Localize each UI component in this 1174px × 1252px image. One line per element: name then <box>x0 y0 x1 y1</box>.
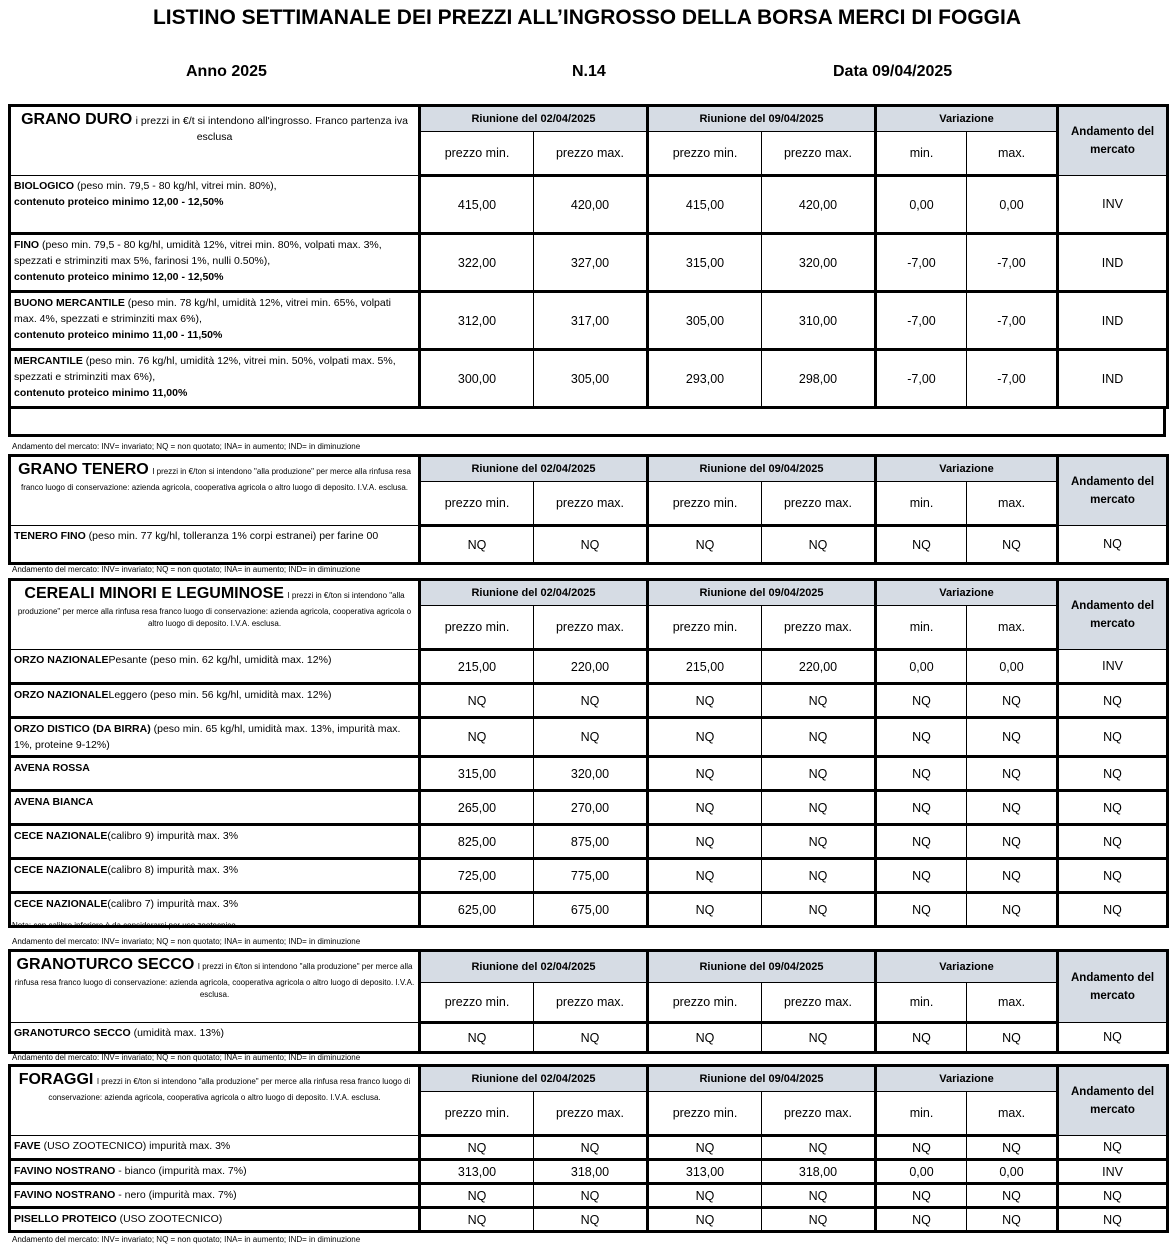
price-cell: 305,00 <box>648 292 762 350</box>
col-max: max. <box>967 606 1058 650</box>
price-cell: 322,00 <box>420 234 534 292</box>
price-cell: 0,00 <box>876 1160 967 1184</box>
product-label <box>10 526 420 564</box>
price-cell: 415,00 <box>648 176 762 234</box>
product-name: PISELLO PROTEICO <box>14 1213 117 1225</box>
table-row <box>10 1208 1168 1232</box>
price-cell: NQ <box>420 1208 534 1232</box>
product-desc: - nero (impurità max. 7%) <box>115 1189 237 1201</box>
section-name: GRANOTURCO SECCO <box>16 956 195 973</box>
table-row <box>10 718 1168 757</box>
price-cell: 313,00 <box>648 1160 762 1184</box>
product-desc: (peso min. 76 kg/hl, umidità 12%, vitrei min. 50%, volpati max. 5%, spezzati e striminziti max 6%), <box>14 355 396 383</box>
table-row <box>10 176 1168 234</box>
section-name: CEREALI MINORI E LEGUMINOSE <box>24 585 284 602</box>
legend-note: Andamento del mercato: INV= invariato; NQ = non quotato; INA= in aumento; IND= in diminuzione <box>12 1235 361 1244</box>
col-max: max. <box>967 482 1058 526</box>
price-cell: NQ <box>876 859 967 893</box>
price-cell: NQ <box>534 1184 648 1208</box>
riunione-2-header: Riunione del 09/04/2025 <box>648 1066 876 1092</box>
price-cell: IND <box>1058 350 1168 408</box>
price-cell: 0,00 <box>876 650 967 684</box>
table-row <box>10 526 1168 564</box>
price-cell: NQ <box>967 1208 1058 1232</box>
price-cell: 327,00 <box>534 234 648 292</box>
footnote: Nota: con calibro inferiore è da considerarsi per uso zootecnico <box>12 921 236 930</box>
col-prezzo-max: prezzo max. <box>534 1092 648 1136</box>
product-label <box>10 757 420 791</box>
andamento-header: Andamento del mercato <box>1058 106 1168 176</box>
legend-note: Andamento del mercato: INV= invariato; NQ = non quotato; INA= in aumento; IND= in diminuzione <box>12 565 361 574</box>
price-cell: 315,00 <box>648 234 762 292</box>
price-cell: NQ <box>534 526 648 564</box>
price-cell: NQ <box>534 718 648 757</box>
section-foraggi <box>8 1064 1169 1233</box>
product-protein: contenuto proteico minimo 12,00 - 12,50% <box>14 271 224 283</box>
price-cell: -7,00 <box>876 350 967 408</box>
price-cell: 725,00 <box>420 859 534 893</box>
price-cell: 315,00 <box>420 757 534 791</box>
price-cell: NQ <box>967 718 1058 757</box>
product-desc: (peso min. 65 kg/hl, umidità max. 13%, impurità max. 1%, proteine 9-12%) <box>14 723 401 751</box>
product-name: FAVINO NOSTRANO <box>14 1165 116 1177</box>
table-row <box>10 1136 1168 1160</box>
product-label <box>10 350 420 408</box>
price-cell: NQ <box>967 859 1058 893</box>
riunione-2-header: Riunione del 09/04/2025 <box>648 951 876 983</box>
price-cell: NQ <box>876 1184 967 1208</box>
price-cell: -7,00 <box>967 292 1058 350</box>
product-desc: (calibro 7) impurità max. 3% <box>107 898 239 910</box>
col-prezzo-max: prezzo max. <box>762 1092 876 1136</box>
price-cell: NQ <box>967 1023 1058 1053</box>
col-min: min. <box>876 983 967 1023</box>
variazione-header: Variazione <box>876 106 1058 132</box>
col-prezzo-min: prezzo min. <box>420 606 534 650</box>
price-cell: NQ <box>1058 1184 1168 1208</box>
bulletin-number: N.14 <box>572 63 606 80</box>
section-header <box>10 456 420 526</box>
legend-note: Andamento del mercato: INV= invariato; NQ = non quotato; INA= in aumento; IND= in diminuzione <box>12 442 361 451</box>
bulletin-date: Data 09/04/2025 <box>833 63 953 80</box>
section-header <box>10 580 420 650</box>
col-min: min. <box>876 482 967 526</box>
product-label <box>10 176 420 234</box>
price-cell: NQ <box>876 718 967 757</box>
riunione-1-header: Riunione del 02/04/2025 <box>420 1066 648 1092</box>
variazione-header: Variazione <box>876 580 1058 606</box>
col-min: min. <box>876 132 967 176</box>
price-cell: NQ <box>648 757 762 791</box>
col-prezzo-min: prezzo min. <box>420 983 534 1023</box>
price-cell: NQ <box>876 757 967 791</box>
col-prezzo-min: prezzo min. <box>648 606 762 650</box>
section-cereali <box>8 578 1169 928</box>
price-cell: NQ <box>967 757 1058 791</box>
price-cell: NQ <box>762 684 876 718</box>
price-cell: 625,00 <box>420 893 534 927</box>
product-name: FAVINO NOSTRANO <box>14 1189 116 1201</box>
price-cell: NQ <box>762 1136 876 1160</box>
price-cell: NQ <box>648 1208 762 1232</box>
price-cell: NQ <box>876 825 967 859</box>
product-desc: (peso min. 78 kg/hl, umidità 12%, vitrei min. 65%, volpati max. 4%, spezzati e striminziti max 6%), <box>14 297 391 325</box>
price-cell: INV <box>1058 1160 1168 1184</box>
price-cell: -7,00 <box>876 292 967 350</box>
price-cell: NQ <box>1058 757 1168 791</box>
table-row <box>10 1184 1168 1208</box>
table-row <box>10 350 1168 408</box>
price-cell: NQ <box>534 1136 648 1160</box>
col-prezzo-min: prezzo min. <box>648 983 762 1023</box>
section-note: I prezzi in €/ton si intendono "alla produzione" per merce alla rinfusa resa franco luogo di conservazione: azienda agricola, cooperativa agricola o altro luogo di deposito. I.V.A. esclusa. <box>20 467 411 492</box>
product-label <box>10 234 420 292</box>
section-header <box>10 951 420 1023</box>
price-cell: 318,00 <box>762 1160 876 1184</box>
legend-note: Andamento del mercato: INV= invariato; NQ = non quotato; INA= in aumento; IND= in diminuzione <box>12 937 361 946</box>
col-prezzo-min: prezzo min. <box>420 1092 534 1136</box>
product-label <box>10 1136 420 1160</box>
legend-note: Andamento del mercato: INV= invariato; NQ = non quotato; INA= in aumento; IND= in diminuzione <box>12 1053 361 1062</box>
product-name: ORZO DISTICO (DA BIRRA) <box>14 723 151 735</box>
price-cell: NQ <box>420 718 534 757</box>
col-max: max. <box>967 1092 1058 1136</box>
product-desc: Pesante (peso min. 62 kg/hl, umidità max. 12%) <box>108 654 332 666</box>
product-label <box>10 718 420 757</box>
product-desc: (peso min. 79,5 - 80 kg/hl, vitrei min. 80%), <box>74 180 277 192</box>
riunione-1-header: Riunione del 02/04/2025 <box>420 456 648 482</box>
col-prezzo-max: prezzo max. <box>762 482 876 526</box>
product-desc: (peso min. 79,5 - 80 kg/hl, umidità 12%, vitrei min. 80%, volpati max. 3%, spezzati e striminziti max 5%, farinosi 1%, nulli 0.50%), <box>14 239 382 267</box>
col-max: max. <box>967 132 1058 176</box>
col-prezzo-min: prezzo min. <box>648 132 762 176</box>
section-grano-duro <box>8 104 1169 409</box>
andamento-header: Andamento del mercato <box>1058 580 1168 650</box>
price-cell: NQ <box>534 1208 648 1232</box>
variazione-header: Variazione <box>876 456 1058 482</box>
table-row <box>10 791 1168 825</box>
price-cell: NQ <box>420 1023 534 1053</box>
price-cell: 0,00 <box>967 650 1058 684</box>
product-label <box>10 1208 420 1232</box>
product-name: GRANOTURCO SECCO <box>14 1027 131 1039</box>
section-name: GRANO TENERO <box>18 461 149 478</box>
empty-row <box>8 409 1166 437</box>
price-cell: 265,00 <box>420 791 534 825</box>
price-cell: NQ <box>967 1184 1058 1208</box>
price-cell: NQ <box>762 757 876 791</box>
price-cell: NQ <box>420 684 534 718</box>
price-cell: 317,00 <box>534 292 648 350</box>
table-row <box>10 757 1168 791</box>
price-cell: IND <box>1058 292 1168 350</box>
price-cell: NQ <box>534 684 648 718</box>
product-protein: contenuto proteico minimo 11,00% <box>14 387 188 399</box>
price-cell: NQ <box>967 526 1058 564</box>
col-prezzo-max: prezzo max. <box>762 606 876 650</box>
price-cell: NQ <box>762 791 876 825</box>
product-label <box>10 825 420 859</box>
price-cell: 420,00 <box>534 176 648 234</box>
price-cell: NQ <box>967 791 1058 825</box>
col-prezzo-min: prezzo min. <box>420 482 534 526</box>
price-cell: 313,00 <box>420 1160 534 1184</box>
price-cell: NQ <box>648 859 762 893</box>
price-cell: NQ <box>420 1184 534 1208</box>
price-cell: IND <box>1058 234 1168 292</box>
riunione-1-header: Riunione del 02/04/2025 <box>420 580 648 606</box>
section-header <box>10 106 420 176</box>
price-cell: 415,00 <box>420 176 534 234</box>
price-cell: NQ <box>876 526 967 564</box>
product-label <box>10 859 420 893</box>
price-cell: NQ <box>1058 526 1168 564</box>
price-cell: NQ <box>762 718 876 757</box>
col-prezzo-min: prezzo min. <box>420 132 534 176</box>
col-min: min. <box>876 606 967 650</box>
price-cell: 215,00 <box>648 650 762 684</box>
price-cell: NQ <box>762 825 876 859</box>
product-name: AVENA ROSSA <box>14 762 90 774</box>
price-cell: NQ <box>648 825 762 859</box>
andamento-header: Andamento del mercato <box>1058 456 1168 526</box>
product-label <box>10 684 420 718</box>
price-cell: NQ <box>967 825 1058 859</box>
product-desc: (USO ZOOTECNICO) <box>116 1213 223 1225</box>
variazione-header: Variazione <box>876 1066 1058 1092</box>
year-label: Anno 2025 <box>186 63 267 80</box>
section-header <box>10 1066 420 1136</box>
product-protein: contenuto proteico minimo 11,00 - 11,50% <box>14 329 223 341</box>
product-name: AVENA BIANCA <box>14 796 94 808</box>
product-desc: (calibro 9) impurità max. 3% <box>107 830 239 842</box>
price-cell: 318,00 <box>534 1160 648 1184</box>
price-cell: NQ <box>967 893 1058 927</box>
price-cell: NQ <box>1058 893 1168 927</box>
price-cell: NQ <box>876 791 967 825</box>
product-desc: (calibro 8) impurità max. 3% <box>107 864 239 876</box>
price-cell: NQ <box>762 893 876 927</box>
price-cell: 675,00 <box>534 893 648 927</box>
price-cell: NQ <box>876 684 967 718</box>
price-cell: NQ <box>1058 825 1168 859</box>
product-name: ORZO NAZIONALE <box>14 654 109 666</box>
riunione-2-header: Riunione del 09/04/2025 <box>648 456 876 482</box>
price-cell: 0,00 <box>967 176 1058 234</box>
price-cell: NQ <box>648 893 762 927</box>
product-name: MERCANTILE <box>14 355 83 367</box>
price-cell: 0,00 <box>967 1160 1058 1184</box>
price-cell: NQ <box>876 1023 967 1053</box>
price-cell: NQ <box>1058 1136 1168 1160</box>
variazione-header: Variazione <box>876 951 1058 983</box>
product-label <box>10 1023 420 1053</box>
price-cell: 310,00 <box>762 292 876 350</box>
riunione-1-header: Riunione del 02/04/2025 <box>420 951 648 983</box>
table-row <box>10 684 1168 718</box>
product-name: TENERO FINO <box>14 530 86 542</box>
product-name: BIOLOGICO <box>14 180 75 192</box>
price-cell: NQ <box>1058 791 1168 825</box>
table-row <box>10 650 1168 684</box>
section-granoturco <box>8 949 1169 1054</box>
product-desc: Leggero (peso min. 56 kg/hl, umidità max. 12%) <box>108 689 332 701</box>
product-label <box>10 292 420 350</box>
product-label <box>10 1184 420 1208</box>
price-cell: NQ <box>762 1184 876 1208</box>
andamento-header: Andamento del mercato <box>1058 951 1168 1023</box>
price-cell: 220,00 <box>762 650 876 684</box>
col-prezzo-max: prezzo max. <box>534 482 648 526</box>
price-cell: 320,00 <box>534 757 648 791</box>
price-cell: NQ <box>876 1136 967 1160</box>
price-cell: 215,00 <box>420 650 534 684</box>
product-desc: (USO ZOOTECNICO) impurità max. 3% <box>40 1140 231 1152</box>
table-row <box>10 234 1168 292</box>
price-cell: NQ <box>967 684 1058 718</box>
price-cell: -7,00 <box>967 350 1058 408</box>
price-cell: NQ <box>648 684 762 718</box>
price-cell: 270,00 <box>534 791 648 825</box>
price-cell: NQ <box>648 526 762 564</box>
price-cell: -7,00 <box>967 234 1058 292</box>
riunione-1-header: Riunione del 02/04/2025 <box>420 106 648 132</box>
price-cell: INV <box>1058 650 1168 684</box>
price-cell: NQ <box>876 893 967 927</box>
andamento-header: Andamento del mercato <box>1058 1066 1168 1136</box>
product-name: BUONO MERCANTILE <box>14 297 125 309</box>
product-name: CECE NAZIONALE <box>14 898 108 910</box>
col-min: min. <box>876 1092 967 1136</box>
table-row <box>10 859 1168 893</box>
table-row <box>10 292 1168 350</box>
price-cell: NQ <box>762 526 876 564</box>
col-prezzo-min: prezzo min. <box>648 1092 762 1136</box>
price-cell: 300,00 <box>420 350 534 408</box>
table-row <box>10 825 1168 859</box>
price-cell: INV <box>1058 176 1168 234</box>
table-row <box>10 1023 1168 1053</box>
price-cell: 320,00 <box>762 234 876 292</box>
product-name: FAVE <box>14 1140 41 1152</box>
col-prezzo-max: prezzo max. <box>762 132 876 176</box>
section-name: FORAGGI <box>18 1071 94 1088</box>
price-cell: NQ <box>648 1023 762 1053</box>
col-prezzo-max: prezzo max. <box>762 983 876 1023</box>
riunione-2-header: Riunione del 09/04/2025 <box>648 580 876 606</box>
price-cell: NQ <box>648 1136 762 1160</box>
price-cell: 0,00 <box>876 176 967 234</box>
price-cell: -7,00 <box>876 234 967 292</box>
price-cell: NQ <box>420 526 534 564</box>
price-cell: 305,00 <box>534 350 648 408</box>
price-cell: NQ <box>420 1136 534 1160</box>
product-name: FINO <box>14 239 40 251</box>
price-cell: 420,00 <box>762 176 876 234</box>
product-name: CECE NAZIONALE <box>14 830 108 842</box>
price-cell: 875,00 <box>534 825 648 859</box>
section-note: I prezzi in €/ton si intendono "alla produzione" per merce alla rinfusa resa franco luogo di conservazione: azienda agricola, cooperativa agricola o altro luogo di deposito. I.V.A. esclusa. <box>48 1077 411 1102</box>
product-label <box>10 1160 420 1184</box>
product-desc: - bianco (impurità max. 7%) <box>115 1165 247 1177</box>
product-desc: (umidità max. 13%) <box>130 1027 225 1039</box>
page-title: LISTINO SETTIMANALE DEI PREZZI ALL’INGROSSO DELLA BORSA MERCI DI FOGGIA <box>152 6 1021 29</box>
price-cell: 775,00 <box>534 859 648 893</box>
section-note: I prezzi in €/ton si intendono "alla produzione" per merce alla rinfusa resa franco luogo di conservazione: azienda agricola, cooperativa agricola o altro luogo di deposito. I.V.A. esclusa. <box>17 591 412 628</box>
price-cell: NQ <box>648 791 762 825</box>
riunione-2-header: Riunione del 09/04/2025 <box>648 106 876 132</box>
price-cell: NQ <box>1058 718 1168 757</box>
price-cell: NQ <box>762 1023 876 1053</box>
section-note: I prezzi in €/ton si intendono "alla produzione" per merce alla rinfusa resa franco luogo di conservazione: azienda agricola, cooperativa agricola o altro luogo di deposito. I.V.A. esclusa. <box>14 962 415 999</box>
col-prezzo-max: prezzo max. <box>534 132 648 176</box>
price-cell: NQ <box>967 1136 1058 1160</box>
price-cell: 220,00 <box>534 650 648 684</box>
price-cell: NQ <box>876 1208 967 1232</box>
table-row <box>10 1160 1168 1184</box>
product-label <box>10 650 420 684</box>
price-cell: 312,00 <box>420 292 534 350</box>
price-cell: NQ <box>762 1208 876 1232</box>
price-cell: NQ <box>534 1023 648 1053</box>
price-cell: 293,00 <box>648 350 762 408</box>
section-grano-tenero <box>8 454 1169 565</box>
col-prezzo-max: prezzo max. <box>534 606 648 650</box>
price-cell: NQ <box>1058 859 1168 893</box>
price-cell: NQ <box>1058 1208 1168 1232</box>
price-cell: NQ <box>1058 684 1168 718</box>
price-cell: 825,00 <box>420 825 534 859</box>
col-max: max. <box>967 983 1058 1023</box>
col-prezzo-min: prezzo min. <box>648 482 762 526</box>
col-prezzo-max: prezzo max. <box>534 983 648 1023</box>
product-protein: contenuto proteico minimo 12,00 - 12,50% <box>14 196 224 208</box>
product-name: ORZO NAZIONALE <box>14 689 109 701</box>
price-cell: NQ <box>762 859 876 893</box>
section-name: GRANO DURO <box>21 111 133 128</box>
price-cell: 298,00 <box>762 350 876 408</box>
price-cell: NQ <box>1058 1023 1168 1053</box>
product-name: CECE NAZIONALE <box>14 864 108 876</box>
price-cell: NQ <box>648 1184 762 1208</box>
product-desc: (peso min. 77 kg/hl, tolleranza 1% corpi estranei) per farine 00 <box>85 530 379 542</box>
section-note: i prezzi in €/t si intendono all'ingrosso. Franco partenza iva esclusa <box>135 115 408 143</box>
price-cell: NQ <box>648 718 762 757</box>
product-label <box>10 791 420 825</box>
